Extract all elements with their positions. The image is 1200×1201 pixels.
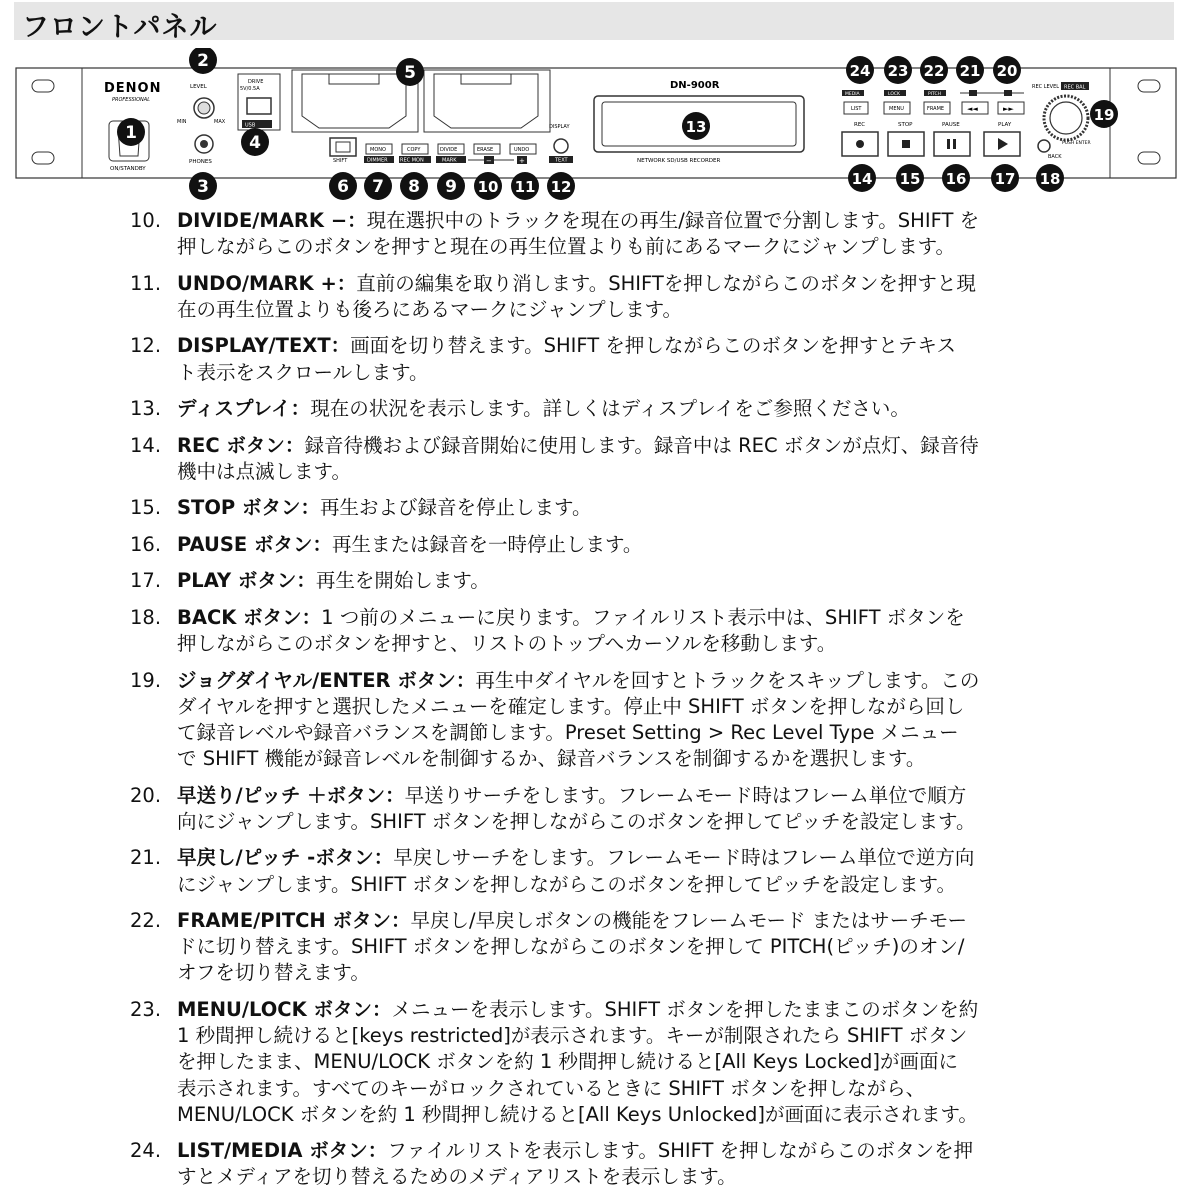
item-text-line: ト表示をスクロールします。 <box>177 360 429 384</box>
mark-label: MARK <box>442 157 457 164</box>
description-item <box>130 433 1050 485</box>
level-knob[interactable] <box>194 98 214 118</box>
text-label: TEXT <box>555 157 568 164</box>
rewind-icon: ◄◄ <box>967 105 978 113</box>
item-name: ジョグダイヤル/ENTER ボタン： <box>177 668 476 692</box>
item-text-line: 現在の状況を表示します。詳しくはディスプレイをご参照ください。 <box>310 397 910 421</box>
lock-label: LOCK <box>888 92 900 97</box>
item-text-line: 1 秒間押し続けると[keys restricted]が表示されます。キーが制限されたら SHIFT ボタン <box>177 1024 968 1048</box>
svg-text:6: 6 <box>337 177 349 197</box>
svg-text:22: 22 <box>923 62 945 80</box>
description-item <box>130 532 1050 558</box>
level-max-label: MAX <box>214 119 226 125</box>
svg-text:18: 18 <box>1039 170 1061 188</box>
divide-label: DIVIDE <box>440 147 458 153</box>
record-icon <box>856 140 864 148</box>
callout-22 <box>920 56 948 84</box>
item-text-line: を押したまま、MENU/LOCK ボタンを約 1 秒間押し続けると[All Keys Locked]が画面に <box>177 1050 958 1074</box>
item-text-line: 機中は点滅します。 <box>177 459 351 483</box>
item-text-line: 直前の編集を取り消します。SHIFTを押しながらこのボタンを押すと現 <box>356 271 976 295</box>
callout-17 <box>991 164 1019 192</box>
svg-text:4: 4 <box>249 133 261 153</box>
svg-text:19: 19 <box>1093 106 1115 124</box>
item-text-line: オフを切り替えます。 <box>177 961 370 985</box>
rec-level-label: REC LEVEL <box>1032 84 1060 90</box>
media-label: MEDIA <box>845 92 860 97</box>
item-number: 13. <box>130 397 162 421</box>
description-item <box>130 208 1050 260</box>
item-text-line: 早戻し/早戻しボタンの機能をフレームモード またはサーチモー <box>410 909 967 933</box>
description-item <box>130 605 1050 657</box>
item-name: MENU/LOCK ボタン： <box>177 997 392 1021</box>
item-number: 16. <box>130 532 162 556</box>
push-enter-label: PUSH ENTER <box>1062 141 1091 146</box>
callout-11 <box>511 172 539 200</box>
item-number: 19. <box>130 668 162 692</box>
section-title-bar <box>14 2 1174 43</box>
item-text-line: 在の再生位置よりも後ろにあるマークにジャンプします。 <box>177 297 683 321</box>
item-name: DISPLAY/TEXT： <box>177 334 351 358</box>
rec-button[interactable] <box>842 132 878 156</box>
svg-text:13: 13 <box>685 118 707 136</box>
item-text-line: て録音レベルや録音バランスを調節します。Preset Setting > Rec Level Type メニュー <box>177 720 959 744</box>
svg-text:15: 15 <box>899 170 921 188</box>
svg-text:12: 12 <box>550 178 572 196</box>
svg-text:7: 7 <box>372 177 384 197</box>
play-label: PLAY <box>998 122 1012 128</box>
item-number: 10. <box>130 209 162 232</box>
level-label: LEVEL <box>190 84 207 90</box>
display-caption: NETWORK SD/USB RECORDER <box>637 158 721 164</box>
rec-label: REC <box>854 122 866 128</box>
svg-text:20: 20 <box>996 62 1018 80</box>
item-text-line: で SHIFT 機能が録音レベルを制御するか、録音バランスを制御するかを選択します。 <box>177 747 926 771</box>
svg-text:2: 2 <box>197 51 209 71</box>
page-title: フロントパネル <box>22 12 218 43</box>
on-standby-label: ON/STANDBY <box>110 166 146 172</box>
fastforward-icon: ►► <box>1003 105 1014 113</box>
item-text-line: 押しながらこのボタンを押すと、リストのトップへカーソルを移動します。 <box>177 632 837 656</box>
menu-label: MENU <box>889 106 904 112</box>
item-name: BACK ボタン： <box>177 605 322 629</box>
pause-label: PAUSE <box>942 122 960 128</box>
item-text-line: ダイヤルを押すと選択したメニューを確定します。停止中 SHIFT ボタンを押しながら回し <box>177 694 965 718</box>
back-button[interactable] <box>1038 140 1050 152</box>
item-number: 17. <box>130 569 162 593</box>
stop-icon <box>902 140 910 148</box>
svg-text:8: 8 <box>408 177 420 197</box>
mark-minus-label: − <box>486 157 492 165</box>
description-item <box>130 271 1050 323</box>
front-panel-diagram <box>14 48 1179 208</box>
callout-13 <box>682 112 710 140</box>
callout-1 <box>117 118 145 146</box>
item-number: 24. <box>130 1139 162 1163</box>
svg-text:21: 21 <box>959 62 981 80</box>
item-name: UNDO/MARK +： <box>177 271 357 295</box>
usb-port[interactable] <box>247 98 271 114</box>
svg-text:5: 5 <box>404 63 416 83</box>
callout-4 <box>241 128 269 156</box>
play-button[interactable] <box>984 132 1020 156</box>
svg-text:14: 14 <box>851 170 873 188</box>
description-item <box>130 1138 1050 1190</box>
svg-text:10: 10 <box>477 178 499 196</box>
item-name: PAUSE ボタン： <box>177 532 332 556</box>
description-item <box>130 668 1050 773</box>
drive-label: DRIVE <box>248 79 264 85</box>
callout-16 <box>942 164 970 192</box>
item-name: DIVIDE/MARK −： <box>177 209 367 232</box>
description-item <box>130 908 1050 987</box>
display-label: DISPLAY <box>549 124 570 130</box>
svg-text:17: 17 <box>994 170 1016 188</box>
item-text-line: 画面を切り替えます。SHIFT を押しながらこのボタンを押すとテキス <box>350 334 956 358</box>
callout-24 <box>846 56 874 84</box>
description-item <box>130 333 1050 385</box>
item-text-line: 録音待機および録音開始に使用します。録音中は REC ボタンが点灯、録音待 <box>304 433 979 457</box>
description-list <box>130 208 1050 1201</box>
item-text-line: ファイルリストを表示します。SHIFT を押しながらこのボタンを押 <box>387 1139 974 1163</box>
item-name: STOP ボタン： <box>177 496 321 520</box>
item-name: ディスプレイ： <box>177 397 311 421</box>
callout-18 <box>1036 164 1064 192</box>
description-item <box>130 845 1050 897</box>
item-text-line: 再生または録音を一時停止します。 <box>331 532 643 556</box>
item-number: 12. <box>130 334 162 358</box>
callout-23 <box>884 56 912 84</box>
item-text-line: ドに切り替えます。SHIFT ボタンを押しながらこのボタンを押して PITCH(ピッチ)のオン/ <box>177 935 965 959</box>
undo-label: UNDO <box>514 147 530 153</box>
dimmer-label: DIMMER <box>367 157 388 164</box>
callout-5 <box>396 58 424 86</box>
svg-text:9: 9 <box>445 177 457 197</box>
erase-label: ERASE <box>477 147 494 153</box>
usb-label: USB <box>245 122 256 129</box>
callout-21 <box>956 56 984 84</box>
callout-8 <box>400 172 428 200</box>
callout-3 <box>189 172 217 200</box>
item-text-line: 再生中ダイヤルを回すとトラックをスキップします。この <box>475 668 980 692</box>
level-min-label: MIN <box>177 119 187 125</box>
rec-bal-label: REC BAL <box>1064 84 1086 91</box>
item-text-line: 早送りサーチをします。フレームモード時はフレーム単位で順方 <box>404 783 967 807</box>
description-item <box>130 997 1050 1128</box>
callout-15 <box>896 164 924 192</box>
callout-10 <box>474 172 502 200</box>
shift-label: SHIFT <box>333 158 348 164</box>
item-text-line: 押しながらこのボタンを押すと現在の再生位置よりも前にあるマークにジャンプします。 <box>177 235 956 259</box>
stop-button[interactable] <box>888 132 924 156</box>
callout-6 <box>329 172 357 200</box>
item-text-line: メニューを表示します。SHIFT ボタンを押したままこのボタンを約 <box>391 997 979 1021</box>
usb-power-label: 5V/0.5A <box>240 86 260 92</box>
item-name: 早送り/ピッチ ＋ボタン： <box>177 783 405 807</box>
item-text-line: 再生および録音を停止します。 <box>320 496 592 520</box>
brand-sub: PROFESSIONAL <box>112 97 150 103</box>
jog-dial-enter[interactable] <box>1044 96 1088 140</box>
callout-19 <box>1090 100 1118 128</box>
svg-text:16: 16 <box>945 170 967 188</box>
item-text-line: 1 つ前のメニューに戻ります。ファイルリスト表示中は、SHIFT ボタンを <box>321 605 965 629</box>
svg-text:24: 24 <box>849 62 871 80</box>
svg-text:3: 3 <box>197 177 209 197</box>
item-number: 22. <box>130 909 162 933</box>
frame-label: FRAME <box>927 106 945 112</box>
description-item <box>130 495 1050 521</box>
phones-jack[interactable] <box>195 135 213 153</box>
callout-7 <box>364 172 392 200</box>
item-text-line: 表示されます。すべてのキーがロックされているときに SHIFT ボタンを押しながら、 <box>177 1076 926 1100</box>
display-text-button[interactable] <box>554 139 568 153</box>
item-text-line: すとメディアを切り替えるためのメディアリストを表示します。 <box>177 1165 737 1189</box>
item-text-line: 向にジャンプします。SHIFT ボタンを押しながらこのボタンを押してピッチを設定します。 <box>177 809 976 833</box>
item-name: REC ボタン： <box>177 433 305 457</box>
brand-logo: DENON <box>104 81 162 96</box>
item-text-line: 再生を開始します。 <box>315 569 490 593</box>
svg-text:11: 11 <box>514 178 536 196</box>
item-name: 早戻し/ピッチ -ボタン： <box>177 846 394 870</box>
callout-20 <box>993 56 1021 84</box>
item-name: PLAY ボタン： <box>177 569 316 593</box>
item-name: LIST/MEDIA ボタン： <box>177 1139 388 1163</box>
description-item <box>130 783 1050 835</box>
list-label: LIST <box>851 106 862 112</box>
item-number: 20. <box>130 783 162 807</box>
item-text-line: 現在選択中のトラックを現在の再生/録音位置で分割します。SHIFT を <box>366 209 980 232</box>
item-number: 11. <box>130 271 162 295</box>
svg-text:23: 23 <box>887 62 909 80</box>
callout-14 <box>848 164 876 192</box>
item-number: 18. <box>130 605 162 629</box>
item-number: 14. <box>130 433 162 457</box>
item-text-line: 早戻しサーチをします。フレームモード時はフレーム単位で逆方向 <box>393 846 975 870</box>
pause-button[interactable] <box>934 132 970 156</box>
back-label: BACK <box>1048 154 1062 160</box>
svg-text:1: 1 <box>125 123 137 143</box>
item-number: 23. <box>130 997 162 1021</box>
model-label: DN-900R <box>670 80 720 91</box>
callout-12 <box>547 172 575 200</box>
phones-label: PHONES <box>189 159 212 165</box>
copy-label: COPY <box>407 147 421 153</box>
item-text-line: MENU/LOCK ボタンを約 1 秒間押し続けると[All Keys Unlocked]が画面に表示されます。 <box>177 1102 978 1126</box>
recmon-label: REC MON <box>400 157 424 164</box>
callout-9 <box>437 172 465 200</box>
description-item <box>130 396 1050 422</box>
item-text-line: にジャンプします。SHIFT ボタンを押しながらこのボタンを押してピッチを設定します。 <box>177 872 956 896</box>
mark-plus-label: + <box>519 157 525 165</box>
pitch-label: PITCH <box>928 92 942 97</box>
description-item <box>130 568 1050 594</box>
item-name: FRAME/PITCH ボタン： <box>177 909 411 933</box>
item-number: 21. <box>130 846 162 870</box>
mono-label: MONO <box>370 147 386 153</box>
stop-label: STOP <box>898 122 913 128</box>
item-number: 15. <box>130 496 162 520</box>
